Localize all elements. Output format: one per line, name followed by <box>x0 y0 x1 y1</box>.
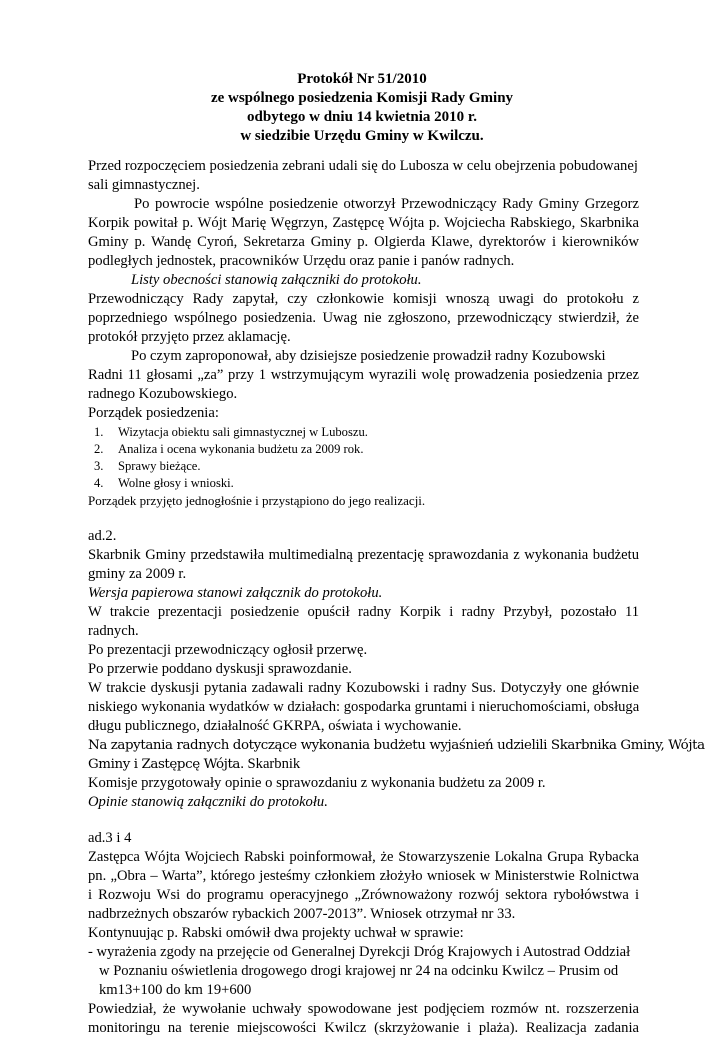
attendance-note: Listy obecności stanowią załączniki do protokołu. <box>131 272 422 288</box>
intro-line: Przewodniczący Rady zapytał, czy członkowie komisji wnoszą uwagi do protokołu z <box>88 291 639 307</box>
ad2-note: Wersja papierowa stanowi załącznik do protokołu. <box>88 585 383 601</box>
agenda-heading: Porządek posiedzenia: <box>88 405 219 421</box>
ad2-line: Po prezentacji przewodniczący ogłosił przerwę. <box>88 642 368 658</box>
ad34-line: Powiedział, że wywołanie uchwały spowodowane jest podjęciem rozmów nt. rozszerzenia <box>88 1001 639 1017</box>
intro-line: Gminy p. Wandę Cyroń, Sekretarza Gminy p. Olgierda Klawe, dyrektorów i kierowników <box>88 234 639 250</box>
intro-line: radnego Kozubowskiego. <box>88 386 238 402</box>
ad34-line: Kontynuując p. Rabski omówił dwa projekty uchwał w sprawie: <box>88 925 464 941</box>
agenda-item: 3. Sprawy bieżące. <box>94 459 201 473</box>
ad34-line: pn. „Obra – Warta”, którego jesteśmy członkiem złożyło wniosek w Ministerstwie Rolnictwa <box>88 868 639 884</box>
intro-line: poprzedniego wspólnego posiedzenia. Uwag nie zgłoszono, przewodniczący stwierdził, że <box>88 310 639 326</box>
ad2-line: Skarbnik Gminy przedstawiła multimedialną prezentację sprawozdania z wykonania budżetu <box>88 547 639 563</box>
ad34-line: i Rozwoju Wsi do programu operacyjnego „Zrównoważony rozwój sektora rybołówstwa i <box>88 887 639 903</box>
ad34-bullet-line: km13+100 do km 19+600 <box>99 982 252 998</box>
document-title-line-1: Protokół Nr 51/2010 <box>297 71 427 87</box>
ad34-line: Zastępca Wójta Wojciech Rabski poinformował, że Stowarzyszenie Lokalna Grupa Rybacka <box>88 849 639 865</box>
intro-line: sali gimnastycznej. <box>88 177 200 193</box>
section-heading-ad34: ad.3 i 4 <box>88 830 132 846</box>
intro-line: Korpik powitał p. Wójt Marię Węgrzyn, Zastępcę Wójta p. Wojciecha Rabskiego, Skarbnika <box>88 215 639 231</box>
ad34-line: monitoringu na terenie miejscowości Kwilcz (skrzyżowanie i plaża). Realizacja zadania <box>88 1020 639 1036</box>
ad2-line: Gminy i Zastępcę Wójta. Skarbnik <box>88 756 301 772</box>
ad2-line: długu publicznego, działalność GKRPA, oświata i wychowanie. <box>88 718 462 734</box>
ad2-line: Po przerwie poddano dyskusji sprawozdanie. <box>88 661 352 677</box>
ad2-line: Komisje przygotowały opinie o sprawozdaniu z wykonania budżetu za 2009 r. <box>88 775 546 791</box>
intro-line: Przed rozpoczęciem posiedzenia zebrani udali się do Lubosza w celu obejrzenia pobudowanej <box>88 158 638 174</box>
ad2-note: Opinie stanowią załączniki do protokołu. <box>88 794 328 810</box>
agenda-item: 4. Wolne głosy i wnioski. <box>94 476 234 490</box>
agenda-closing: Porządek przyjęto jednogłośnie i przystąpiono do jego realizacji. <box>88 493 426 508</box>
ad34-bullet-line: w Poznaniu oświetlenia drogowego drogi krajowej nr 24 na odcinku Kwilcz – Prusim od <box>99 963 619 979</box>
ad2-line: gminy za 2009 r. <box>88 566 187 582</box>
ad2-line: W trakcie dyskusji pytania zadawali radny Kozubowski i radny Sus. Dotyczyły one głównie <box>88 680 639 696</box>
ad2-line: W trakcie prezentacji posiedzenie opuścił radny Korpik i radny Przybył, pozostało 11 <box>88 604 639 620</box>
document-title-line-2: ze wspólnego posiedzenia Komisji Rady Gminy <box>210 90 514 106</box>
intro-line: podległych jednostek, pracowników Urzędu oraz panie i panów radnych. <box>88 253 515 269</box>
intro-line: Po powrocie wspólne posiedzenie otworzył Przewodniczący Rady Gminy Grzegorz <box>134 196 639 212</box>
ad2-line: radnych. <box>88 623 139 639</box>
intro-line: Po czym zaproponował, aby dzisiejsze posiedzenie prowadził radny Kozubowski <box>131 348 606 364</box>
ad2-line: Na zapytania radnych dotyczące wykonania budżetu wyjaśnień udzielili Skarbnika Gminy, Wójta <box>88 738 705 753</box>
ad2-line: niskiego wykonania wydatków w działach: gospodarka gruntami i nieruchomościami, obsługa <box>88 699 640 715</box>
section-heading-ad2: ad.2. <box>88 528 117 544</box>
agenda-item: 2. Analiza i ocena wykonania budżetu za 2009 rok. <box>94 442 364 456</box>
ad34-bullet-line: - wyrażenia zgody na przejęcie od Generalnej Dyrekcji Dróg Krajowych i Autostrad Oddział <box>88 944 631 960</box>
intro-line: Radni 11 głosami „za” przy 1 wstrzymującym wyrazili wolę prowadzenia posiedzenia przez <box>88 367 639 383</box>
document-title-line-3: odbytego w dniu 14 kwietnia 2010 r. <box>247 109 477 125</box>
agenda-item: 1. Wizytacja obiektu sali gimnastycznej w Luboszu. <box>94 425 368 439</box>
document-title-line-4: w siedzibie Urzędu Gminy w Kwilczu. <box>240 128 484 144</box>
intro-line: protokół przyjęto przez aklamację. <box>88 329 291 345</box>
ad34-line: nadbrzeżnych obszarów rybackich 2007-2013”. Wniosek otrzymał nr 33. <box>88 906 516 922</box>
